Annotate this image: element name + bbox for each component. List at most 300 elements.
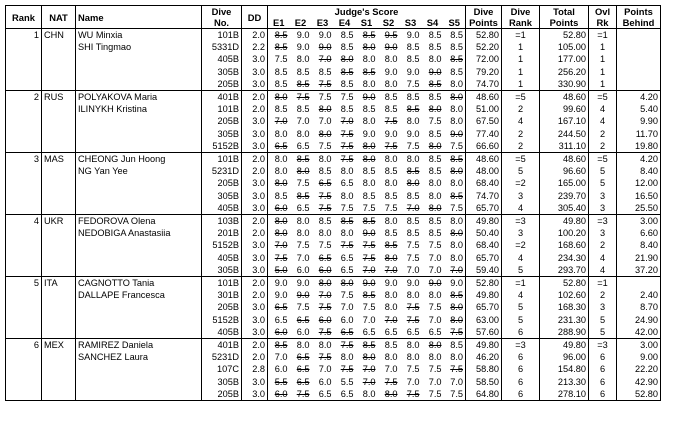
nat-cell [42,103,76,115]
judge-score-cell [422,53,444,65]
judge-score-cell [268,314,290,326]
dive-points-cell: 64.80 [466,388,502,401]
judge-score-cell [312,103,334,115]
judge-score-cell [268,326,290,339]
struck-score: 7.0 [318,54,332,65]
judge-score: 7.5 [406,252,420,263]
dd-cell: 2.0 [242,91,268,104]
judge-score: 8.5 [318,166,332,177]
judge-score: 8.0 [428,352,442,363]
table-row [6,29,661,42]
judge-score: 8.0 [296,340,310,351]
total-points-cell: 305.40 [540,202,589,215]
judge-score-cell [334,190,356,202]
judge-score-cell [312,252,334,264]
judge-score: 8.0 [428,190,442,201]
judge-score-cell [268,91,290,104]
judge-score: 8.5 [406,42,420,53]
struck-score: 7.5 [450,364,463,375]
total-points-cell: 99.60 [540,103,589,115]
struck-score: 7.5 [362,252,376,263]
judge-score: 8.5 [384,190,398,201]
struck-score: 6.5 [274,302,288,313]
judge-score: 7.5 [450,388,463,399]
judge-score-cell [268,388,290,401]
judge-score-cell [312,376,334,388]
dive-rank-cell: =1 [502,29,540,42]
judge-score-cell [422,66,444,78]
judge-score: 7.5 [274,54,288,65]
judge-score-cell [422,239,444,251]
struck-score: 8.5 [362,66,376,77]
judge-score-cell [400,91,422,104]
judge-score: 7.5 [428,364,442,375]
judge-score: 9.0 [296,30,310,40]
judge-score: 7.5 [362,202,376,213]
judge-score-cell [444,314,466,326]
points-behind-cell: 16.50 [617,190,661,202]
dive-no-cell: 107C [202,363,242,375]
judge-score-cell [312,277,334,290]
rank-cell: 2 [6,91,42,104]
points-behind-cell: 4.20 [617,153,661,166]
col-dd-header: DD [242,6,268,29]
judge-score-cell [400,115,422,127]
points-behind-header-line2: Behind [622,17,655,28]
judge-score-cell [400,252,422,264]
judge-score-cell [356,190,378,202]
dive-no-cell: 305B [202,190,242,202]
rank-cell [6,66,42,78]
nat-cell: RUS [42,91,76,104]
judge-score-cell [268,301,290,313]
dive-points-cell: 65.70 [466,252,502,264]
table-row [6,91,661,104]
dive-points-cell: 59.40 [466,264,502,277]
dive-points-cell: 48.60 [466,91,502,104]
struck-score: 5.5 [274,376,288,387]
dd-cell: 3.0 [242,252,268,264]
judge-header-s1: S1 [356,17,378,29]
struck-score: 8.5 [274,42,288,53]
struck-score: 8.5 [340,66,354,77]
struck-score: 7.0 [318,290,332,301]
judge-score: 6.5 [340,264,354,275]
struck-score: 8.0 [318,128,332,139]
judge-score-cell [268,376,290,388]
points-behind-cell: 42.00 [617,326,661,339]
judge-score-cell [334,177,356,189]
judge-score-cell [290,388,312,401]
struck-score: 8.0 [274,178,288,189]
judge-score: 8.0 [384,302,398,313]
judge-score-cell [334,215,356,228]
judge-score-cell [356,202,378,215]
judge-header-e1: E1 [268,17,290,29]
judge-score: 9.0 [406,128,420,139]
struck-score: 7.0 [362,264,376,275]
judge-score-cell [444,78,466,91]
judge-score-cell [422,388,444,401]
judge-score-cell [444,376,466,388]
judge-score-cell [356,301,378,313]
struck-score: 8.0 [318,278,332,289]
judge-score: 8.5 [274,104,288,115]
points-behind-cell: 3.00 [617,339,661,352]
judge-score: 8.5 [428,128,442,139]
judge-score: 7.5 [318,240,332,251]
table-row [6,53,661,65]
dd-cell: 3.0 [242,177,268,189]
judge-score-cell [268,128,290,140]
dive-points-cell: 51.00 [466,103,502,115]
judge-score: 7.0 [318,116,332,127]
points-behind-cell: 8.70 [617,301,661,313]
total-points-cell: 52.80 [540,29,589,42]
judge-score-cell [312,53,334,65]
judge-score: 8.0 [450,104,463,115]
points-behind-cell: 11.70 [617,128,661,140]
judge-score-cell [334,289,356,301]
judge-score-cell [422,78,444,91]
athlete-name-cell [76,388,202,401]
judge-score-cell [356,363,378,375]
judge-score-cell [422,153,444,166]
ovl-rank-cell: 1 [589,78,617,91]
nat-cell [42,53,76,65]
athlete-name-cell [76,376,202,388]
points-behind-cell: 9.90 [617,115,661,127]
judge-score-cell [334,66,356,78]
judge-score: 8.0 [406,352,420,363]
table-row [6,215,661,228]
judge-score: 7.5 [340,92,354,103]
struck-score: 6.0 [274,388,288,399]
ovl-rank-cell: =1 [589,29,617,42]
col-nat-header: NAT [42,6,76,29]
dd-cell: 2.0 [242,29,268,42]
total-points-cell: 293.70 [540,264,589,277]
judge-score-cell [268,115,290,127]
dd-cell: 2.2 [242,41,268,53]
struck-score: 7.5 [340,140,354,151]
judge-score: 6.5 [340,252,354,263]
struck-score: 7.5 [296,388,310,399]
struck-score: 6.5 [318,252,332,263]
nat-cell: UKR [42,215,76,228]
ovl-rank-cell: 3 [589,190,617,202]
rank-cell [6,388,42,401]
struck-score: 7.5 [296,92,310,103]
total-points-cell: 49.80 [540,215,589,228]
judge-score: 7.0 [450,376,463,387]
points-behind-cell: 8.40 [617,165,661,177]
struck-score: 9.0 [428,278,442,289]
judge-score-cell [356,153,378,166]
judge-score: 8.0 [340,352,354,363]
dive-points-cell: 77.40 [466,128,502,140]
points-behind-cell: 21.90 [617,252,661,264]
ovl-rank-cell: 3 [589,301,617,313]
ovl-rank-cell: 2 [589,140,617,153]
judge-score: 7.5 [296,302,310,313]
judge-score-cell [268,363,290,375]
rank-cell [6,376,42,388]
results-body [6,29,661,401]
struck-score: 8.0 [362,154,376,165]
judge-score-cell [400,289,422,301]
ovl-rank-cell: 5 [589,177,617,189]
judge-score-cell [422,115,444,127]
struck-score: 7.5 [274,252,288,263]
table-row [6,301,661,313]
judge-score: 6.0 [318,376,332,387]
athlete-name-cell [76,202,202,215]
dive-rank-cell: 4 [502,202,540,215]
struck-score: 8.0 [450,92,463,103]
judge-score: 6.5 [362,326,376,337]
dd-cell: 2.0 [242,103,268,115]
judge-score-cell [378,264,400,277]
dd-cell: 3.0 [242,140,268,153]
judge-score-cell [378,115,400,127]
dive-no-cell: 5231D [202,165,242,177]
judge-score: 8.5 [318,216,332,227]
judge-score: 8.0 [450,216,463,227]
struck-score: 6.5 [296,376,310,387]
dive-points-cell: 48.60 [466,153,502,166]
judge-score-cell [290,363,312,375]
total-points-cell: 168.60 [540,239,589,251]
athlete-name-cell: WU Minxia [76,29,202,42]
judge-score-cell [356,376,378,388]
judge-score-cell [400,215,422,228]
judge-score-cell [356,29,378,42]
dd-cell: 3.0 [242,66,268,78]
dive-points-cell: 52.20 [466,41,502,53]
nat-cell [42,177,76,189]
nat-cell [42,376,76,388]
judge-score-cell [268,351,290,363]
dive-rank-cell: =2 [502,239,540,251]
ovl-rank-cell: 4 [589,252,617,264]
judge-score-cell [444,41,466,53]
dd-cell: 2.0 [242,153,268,166]
struck-score: 8.5 [362,340,376,351]
judge-header-s4: S4 [422,17,444,29]
total-points-cell: 48.60 [540,91,589,104]
judge-score-cell [444,239,466,251]
judge-score-cell [378,165,400,177]
nat-cell [42,227,76,239]
judge-score-cell [334,363,356,375]
judge-score-cell [312,215,334,228]
struck-score: 9.0 [450,128,463,139]
judge-score-cell [422,339,444,352]
nat-cell [42,388,76,401]
judge-score-cell [378,78,400,91]
athlete-name-cell: RAMIREZ Daniela [76,339,202,352]
dive-points-cell: 72.00 [466,53,502,65]
judge-score-cell [334,239,356,251]
judge-score: 8.5 [406,190,420,201]
dive-no-cell: 101B [202,277,242,290]
struck-score: 7.5 [340,128,354,139]
table-row [6,140,661,153]
judge-score-cell [400,239,422,251]
points-behind-cell [617,29,661,42]
judge-score-cell [422,363,444,375]
judge-score: 8.0 [296,128,310,139]
struck-score: 7.0 [274,240,288,251]
judge-score-cell [378,41,400,53]
dive-rank-cell: =2 [502,177,540,189]
dive-points-cell: 46.20 [466,351,502,363]
dd-cell: 3.0 [242,190,268,202]
judge-score-cell [378,277,400,290]
judge-score-cell [356,326,378,339]
dd-cell: 3.0 [242,376,268,388]
dd-cell: 2.0 [242,165,268,177]
ovl-rank-cell: 2 [589,289,617,301]
judge-score-cell [334,376,356,388]
total-points-cell: 177.00 [540,53,589,65]
dd-cell: 3.0 [242,78,268,91]
judge-score: 8.0 [428,290,442,301]
judge-score-cell [290,301,312,313]
judge-score: 9.0 [274,290,288,301]
struck-score: 9.0 [318,42,332,53]
judge-score-cell [334,314,356,326]
judge-score-cell [312,264,334,277]
rank-cell: 1 [6,29,42,42]
judge-score-cell [444,103,466,115]
judge-score-cell [312,351,334,363]
judge-score-cell [378,376,400,388]
judge-score: 8.0 [318,228,332,239]
judge-score-cell [356,115,378,127]
judge-score-cell [334,165,356,177]
judge-score-cell [400,41,422,53]
judge-score: 7.5 [362,302,376,313]
judge-score-cell [334,301,356,313]
judge-score-cell [312,239,334,251]
rank-cell [6,128,42,140]
total-points-cell: 234.30 [540,252,589,264]
dd-cell: 3.0 [242,301,268,313]
table-row [6,190,661,202]
judge-score-cell [268,177,290,189]
judge-score: 8.0 [406,116,420,127]
dive-rank-cell: 4 [502,115,540,127]
judge-score-cell [400,128,422,140]
judge-score-cell [400,264,422,277]
dive-rank-cell: 1 [502,41,540,53]
judge-score-cell [400,103,422,115]
judge-score-cell [422,190,444,202]
points-behind-cell: 9.00 [617,351,661,363]
struck-score: 7.5 [340,154,354,165]
judge-score: 7.5 [428,388,442,399]
judge-score-cell [378,53,400,65]
athlete-name-cell [76,264,202,277]
struck-score: 9.0 [362,228,376,239]
total-points-cell: 239.70 [540,190,589,202]
dive-no-cell: 305B [202,376,242,388]
dive-rank-cell: =3 [502,339,540,352]
judge-score: 7.0 [362,314,376,325]
judge-score-cell [356,388,378,401]
col-points-behind-header [617,6,661,29]
judge-score-cell [312,190,334,202]
judge-score: 8.5 [450,66,463,77]
struck-score: 8.0 [384,252,398,263]
judge-score-cell [444,128,466,140]
judge-score-cell [312,227,334,239]
ovl-rank-cell: =5 [589,153,617,166]
athlete-name-cell: CAGNOTTO Tania [76,277,202,290]
judge-score-cell [378,339,400,352]
total-points-header-line1: Total [553,6,575,17]
struck-score: 8.5 [406,104,420,115]
judge-score-cell [444,301,466,313]
judge-score-cell [422,277,444,290]
judge-score-cell [312,165,334,177]
ovl-rank-cell: 4 [589,115,617,127]
judge-score-cell [268,227,290,239]
struck-score: 7.0 [274,116,288,127]
dd-cell: 2.0 [242,227,268,239]
dive-points-cell: 79.20 [466,66,502,78]
points-behind-cell: 8.40 [617,239,661,251]
judge-score-cell [400,78,422,91]
table-row [6,326,661,339]
athlete-name-cell: NEDOBIGA Anastasiia [76,227,202,239]
judge-score-cell [444,190,466,202]
judge-score: 8.0 [384,154,398,165]
judge-score-cell [334,351,356,363]
total-points-cell: 168.30 [540,301,589,313]
total-points-cell: 105.00 [540,41,589,53]
judge-score-cell [268,140,290,153]
judge-score-cell [444,363,466,375]
judge-score-cell [312,326,334,339]
judge-score: 6.5 [384,326,398,337]
dive-no-cell: 101B [202,153,242,166]
judge-score: 8.0 [450,240,463,251]
ovl-rank-cell: 6 [589,376,617,388]
judge-score-cell [422,252,444,264]
judge-score-cell [356,264,378,277]
struck-score: 7.5 [406,314,420,325]
struck-score: 8.5 [384,240,398,251]
athlete-name-cell [76,363,202,375]
dive-rank-cell: 6 [502,376,540,388]
judge-score: 7.5 [428,240,442,251]
judge-score-cell [334,153,356,166]
total-points-cell: 231.30 [540,314,589,326]
judge-score-cell [444,165,466,177]
nat-cell [42,78,76,91]
nat-cell [42,115,76,127]
dive-no-cell: 205B [202,301,242,313]
judge-score-cell [378,388,400,401]
judge-score-cell [290,41,312,53]
struck-score: 6.5 [296,364,310,375]
nat-cell [42,301,76,313]
judge-score-cell [268,252,290,264]
judge-score-cell [356,314,378,326]
